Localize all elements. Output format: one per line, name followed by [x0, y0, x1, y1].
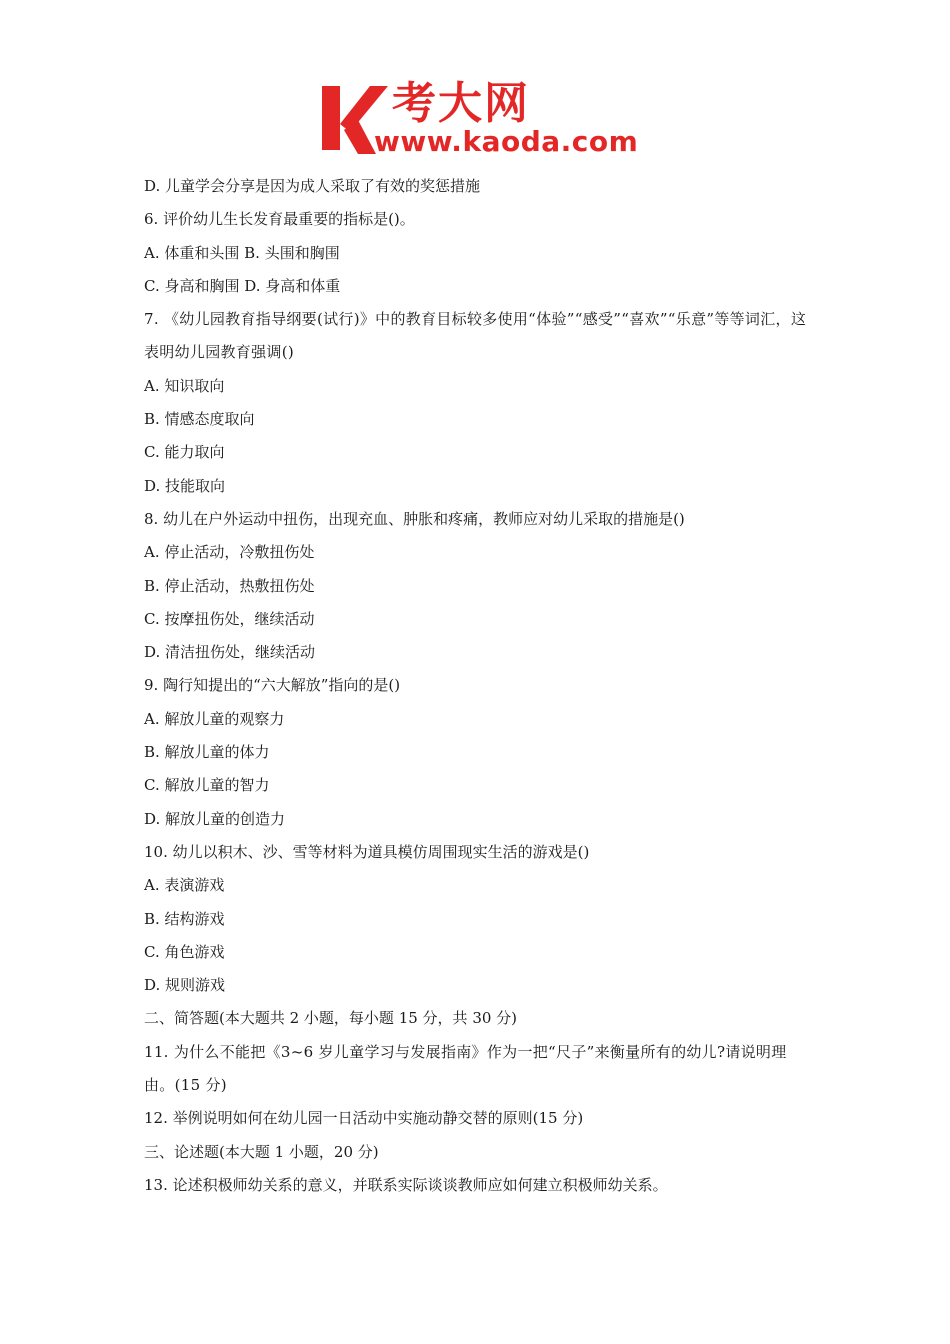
option-c-q8: C. 按摩扭伤处，继续活动	[144, 609, 315, 628]
option-d-q7: D. 技能取向	[144, 476, 226, 495]
option-d-q9: D. 解放儿童的创造力	[144, 809, 286, 828]
option-a-q10: A. 表演游戏	[144, 876, 225, 895]
logo-brand-text: 考大网	[392, 78, 530, 129]
option-d-q5: D. 儿童学会分享是因为成人采取了有效的奖惩措施	[144, 177, 481, 195]
option-b-q8: B. 停止活动，热敷扭伤处	[144, 576, 315, 595]
option-a-q9: A. 解放儿童的观察力	[144, 709, 285, 728]
section-heading-essay: 三、论述题(本大题 1 小题，20 分)	[144, 1142, 379, 1161]
option-c-q9: C. 解放儿童的智力	[144, 776, 270, 795]
option-c-q7: C. 能力取向	[144, 443, 225, 462]
logo-url-text: www.kaoda.com	[374, 125, 639, 158]
option-b-q10: B. 结构游戏	[144, 909, 225, 928]
question-10: 10. 幼儿以积木、沙、雪等材料为道具模仿周围现实生活的游戏是()	[144, 842, 590, 861]
section-heading-short-answer: 二、简答题(本大题共 2 小题，每小题 15 分，共 30 分)	[144, 1009, 518, 1028]
question-6: 6. 评价幼儿生长发育最重要的指标是()。	[144, 210, 415, 229]
kaoda-logo	[318, 80, 648, 160]
option-c-q10: C. 角色游戏	[144, 942, 225, 961]
question-13: 13. 论述积极师幼关系的意义，并联系实际谈谈教师应如何建立积极师幼关系。	[144, 1175, 668, 1194]
question-8: 8. 幼儿在户外运动中扭伤，出现充血、肿胀和疼痛，教师应对幼儿采取的措施是()	[144, 509, 685, 528]
option-b-q9: B. 解放儿童的体力	[144, 743, 270, 762]
option-b-q7: B. 情感态度取向	[144, 410, 255, 429]
document-body	[144, 170, 816, 1202]
option-a-q7: A. 知识取向	[144, 376, 225, 395]
question-11: 11. 为什么不能把《3~6 岁儿童学习与发展指南》作为一把“尺子”来衡量所有的幼儿?请说明理由。(15 分)	[144, 1042, 787, 1095]
options-q6-cd: C. 身高和胸围 D. 身高和体重	[144, 276, 341, 295]
options-q6-ab: A. 体重和头围 B. 头围和胸围	[144, 243, 340, 262]
option-d-q10: D. 规则游戏	[144, 976, 226, 995]
option-d-q8: D. 清洁扭伤处，继续活动	[144, 643, 316, 662]
question-7: 7. 《幼儿园教育指导纲要(试行)》中的教育目标较多使用“体验”“感受”“喜欢”“乐意”等等词汇，这表明幼儿园教育强调()	[144, 310, 807, 362]
option-a-q8: A. 停止活动，冷敷扭伤处	[144, 543, 315, 562]
question-9: 9. 陶行知提出的“六大解放”指向的是()	[144, 676, 401, 695]
question-12: 12. 举例说明如何在幼儿园一日活动中实施动静交替的原则(15 分)	[144, 1109, 584, 1128]
